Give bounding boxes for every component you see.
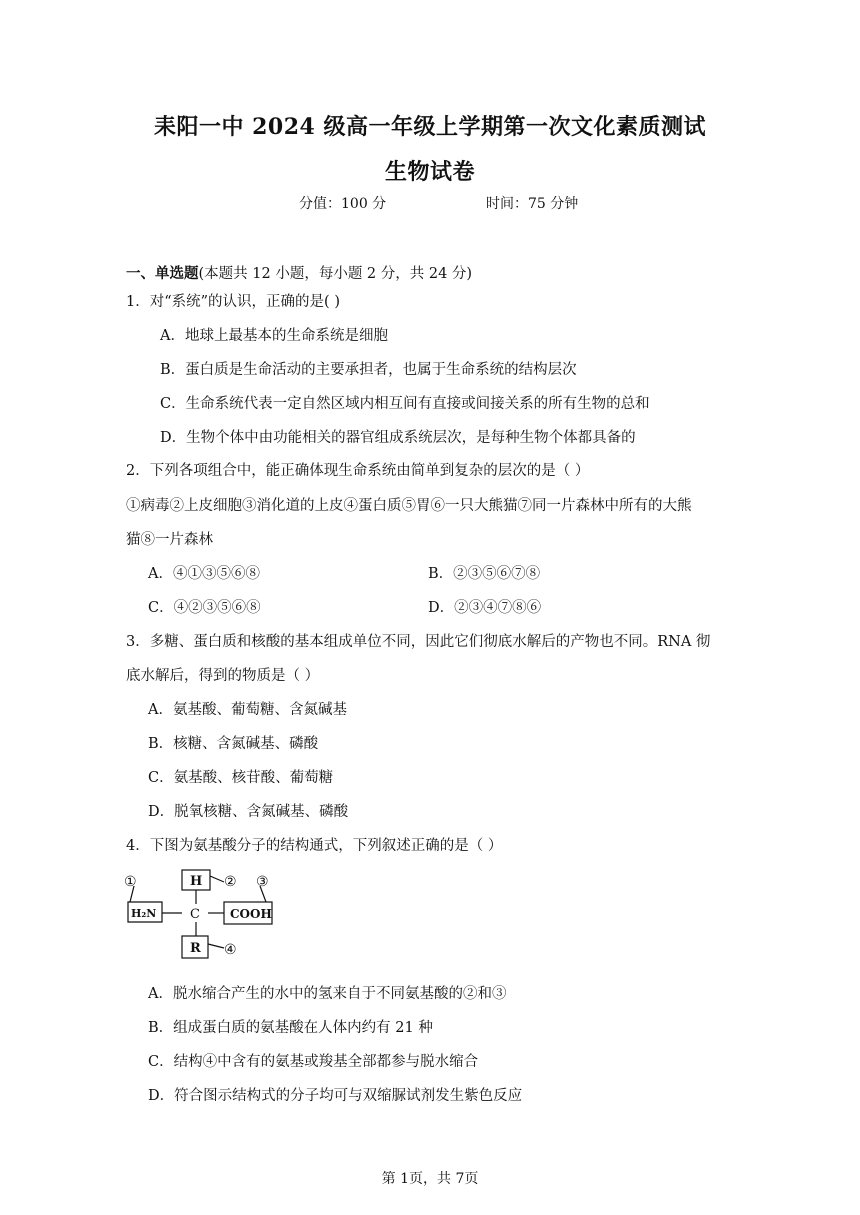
q2-items-line1: ①病毒②上皮细胞③消化道的上皮④蛋白质⑤胃⑥一只大熊猫⑦同一片森林中所有的大熊: [126, 498, 692, 514]
q1-option-b: B．蛋白质是生命活动的主要承担者，也属于生命系统的结构层次: [160, 362, 577, 378]
q3-option-b: B．核糖、含氮碱基、磷酸: [148, 736, 319, 752]
marker-2: ②: [224, 874, 237, 890]
h-label: H: [190, 874, 203, 889]
q1-option-d: D．生物个体中由功能相关的器官组成系统层次，是每种生物个体都具备的: [160, 430, 636, 446]
q2-option-a: A．④①③⑤⑥⑧: [148, 566, 260, 582]
score-info: 分值：100 分: [299, 196, 387, 212]
q3-option-d: D．脱氧核糖、含氮碱基、磷酸: [148, 804, 349, 820]
q2-stem: 2．下列各项组合中，能正确体现生命系统由简单到复杂的层次的是（ ）: [126, 463, 590, 479]
q4-option-d: D．符合图示结构式的分子均可与双缩脲试剂发生紫色反应: [148, 1088, 523, 1104]
marker-4: ④: [224, 942, 237, 958]
q3-option-a: A．氨基酸、葡萄糖、含氮碱基: [148, 702, 347, 718]
cooh-label: COOH: [230, 907, 272, 921]
time-info: 时间：75 分钟: [486, 196, 579, 212]
q2-option-b: B．②③⑤⑥⑦⑧: [428, 566, 541, 582]
q2-items-line2: 猫⑧一片森林: [126, 532, 213, 548]
exam-subtitle: 生物试卷: [384, 159, 475, 185]
q3-option-c: C．氨基酸、核苷酸、葡萄糖: [148, 770, 334, 786]
section-note: (本题共 12 小题，每小题 2 分，共 24 分): [198, 266, 473, 282]
h2n-label: H₂N: [131, 907, 157, 920]
q2-option-c: C．④②③⑤⑥⑧: [148, 600, 261, 616]
marker-3: ③: [256, 874, 269, 890]
exam-title: 耒阳一中 2024 级高一年级上学期第一次文化素质测试: [153, 114, 707, 140]
q1-stem: 1．对“系统”的认识，正确的是( ): [126, 294, 340, 310]
callout-4-line: [208, 944, 224, 948]
page-number: 第 1页，共 7页: [381, 1171, 479, 1187]
section-heading: [126, 262, 472, 283]
q1-option-c: C．生命系统代表一定自然区域内相互间有直接或间接关系的所有生物的总和: [160, 396, 650, 412]
q4-option-a: A．脱水缩合产生的水中的氢来自于不同氨基酸的②和③: [148, 986, 507, 1002]
section-label: 一、单选题: [126, 265, 199, 282]
q4-option-b: B．组成蛋白质的氨基酸在人体内约有 21 种: [148, 1020, 433, 1036]
q4-option-c: C．结构④中含有的氨基或羧基全部都参与脱水缩合: [148, 1054, 479, 1070]
r-label: R: [190, 941, 201, 956]
q4-stem: 4．下图为氨基酸分子的结构通式，下列叙述正确的是（ ）: [126, 838, 503, 854]
q2-option-d: D．②③④⑦⑧⑥: [428, 600, 542, 616]
callout-2-line: [210, 876, 224, 882]
q3-stem-line2: 底水解后，得到的物质是（ ）: [126, 668, 320, 684]
amino-acid-diagram: [120, 862, 290, 967]
q3-stem-line1: 3．多糖、蛋白质和核酸的基本组成单位不同，因此它们彻底水解后的产物也不同。RNA 彻: [126, 634, 711, 650]
q1-option-a: A．地球上最基本的生命系统是细胞: [160, 328, 388, 344]
c-label: C: [190, 907, 200, 922]
marker-1: ①: [124, 874, 137, 890]
